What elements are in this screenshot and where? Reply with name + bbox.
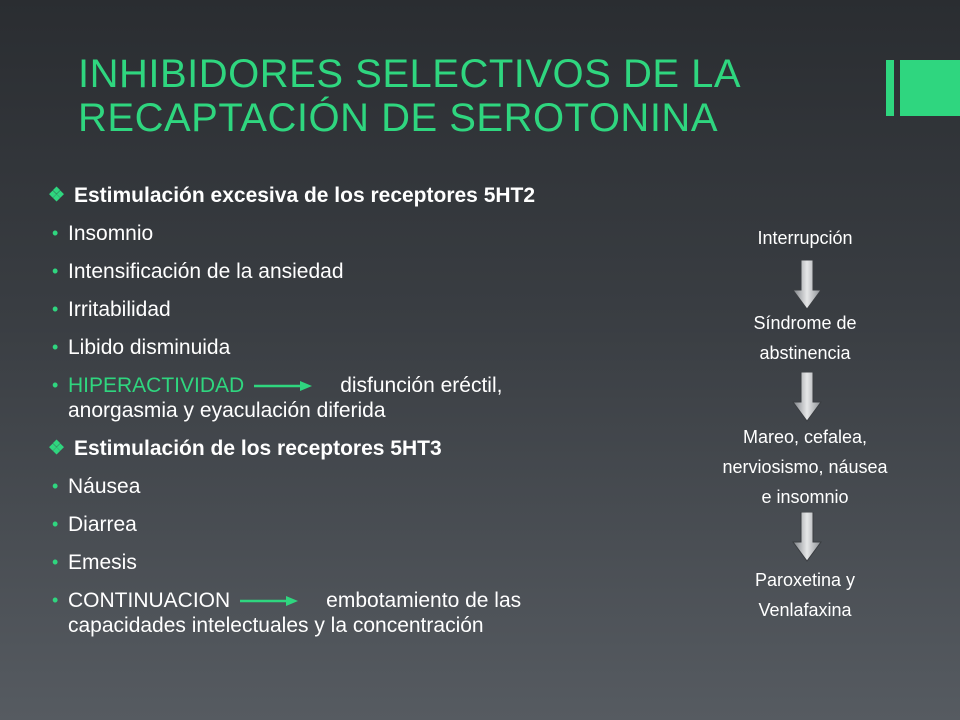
bullet-dot-icon: • — [52, 337, 59, 357]
list-item-hiperactividad — [48, 373, 648, 423]
flow-step-text: nerviosismo, náusea — [722, 457, 888, 477]
bullet-dot-icon: • — [52, 590, 59, 610]
diamond-bullet-icon: ❖ — [48, 438, 66, 459]
list-item — [48, 259, 648, 284]
section-heading-5ht3 — [48, 436, 648, 461]
list-item — [48, 335, 648, 360]
flow-step-text: Paroxetina y — [754, 570, 856, 590]
section-heading-text: Estimulación de los receptores 5HT3 — [74, 437, 442, 460]
continuacion-label: CONTINUACION — [68, 589, 231, 612]
list-item-continuacion — [48, 588, 648, 638]
bullet-dot-icon: • — [52, 299, 59, 319]
flow-step-text: Síndrome de — [753, 313, 857, 333]
bullet-dot-icon: • — [52, 261, 59, 281]
hiperactividad-effect-cont: anorgasmia y eyaculación diferida — [68, 399, 386, 422]
hiperactividad-label: HIPERACTIVIDAD — [68, 374, 245, 397]
list-item-text: Irritabilidad — [68, 298, 171, 321]
bullet-dot-icon: • — [52, 514, 59, 534]
right-arrow-icon — [240, 594, 300, 608]
bullet-dot-icon: • — [52, 223, 59, 243]
list-item — [48, 474, 648, 499]
content-list — [48, 183, 648, 651]
flow-step-sintomas — [690, 422, 920, 512]
section-heading-text: Estimulación excesiva de los receptores 5HT2 — [74, 184, 536, 207]
diamond-bullet-icon: ❖ — [48, 185, 66, 206]
list-item-text: Emesis — [68, 551, 137, 574]
bullet-dot-icon: • — [52, 476, 59, 496]
down-arrow-icon — [792, 372, 822, 422]
list-item — [48, 221, 648, 246]
continuacion-effect-cont: capacidades intelectuales y la concentración — [68, 614, 484, 637]
list-item — [48, 512, 648, 537]
flow-step-interrupcion — [690, 223, 920, 253]
list-item-text: Náusea — [68, 475, 141, 498]
section-heading-5ht2 — [48, 183, 648, 208]
flow-step-text: Venlafaxina — [758, 600, 852, 620]
down-arrow-icon — [792, 260, 822, 310]
continuacion-effect: embotamiento de las — [326, 589, 522, 612]
down-arrow-icon — [792, 512, 822, 562]
list-item — [48, 550, 648, 575]
bullet-dot-icon: • — [52, 375, 59, 395]
flow-step-tratamiento — [690, 565, 920, 625]
flow-step-text: Mareo, cefalea, — [742, 427, 868, 447]
hiperactividad-effect: disfunción eréctil, — [340, 374, 503, 397]
list-item-text: Diarrea — [68, 513, 137, 536]
list-item-text: Insomnio — [68, 222, 154, 245]
title-line-1: INHIBIDORES SELECTIVOS DE LA — [78, 52, 742, 96]
list-item-text: Libido disminuida — [68, 336, 231, 359]
bullet-dot-icon: • — [52, 552, 59, 572]
flow-step-text: abstinencia — [759, 343, 851, 363]
list-item-text: Intensificación de la ansiedad — [68, 260, 344, 283]
list-item — [48, 297, 648, 322]
title-line-2: RECAPTACIÓN DE SEROTONINA — [78, 96, 718, 140]
right-arrow-icon — [254, 379, 314, 393]
flow-step-text: e insomnio — [761, 487, 849, 507]
flow-step-text: Interrupción — [757, 228, 853, 248]
flow-diagram — [690, 0, 920, 720]
flow-step-sindrome — [690, 308, 920, 368]
